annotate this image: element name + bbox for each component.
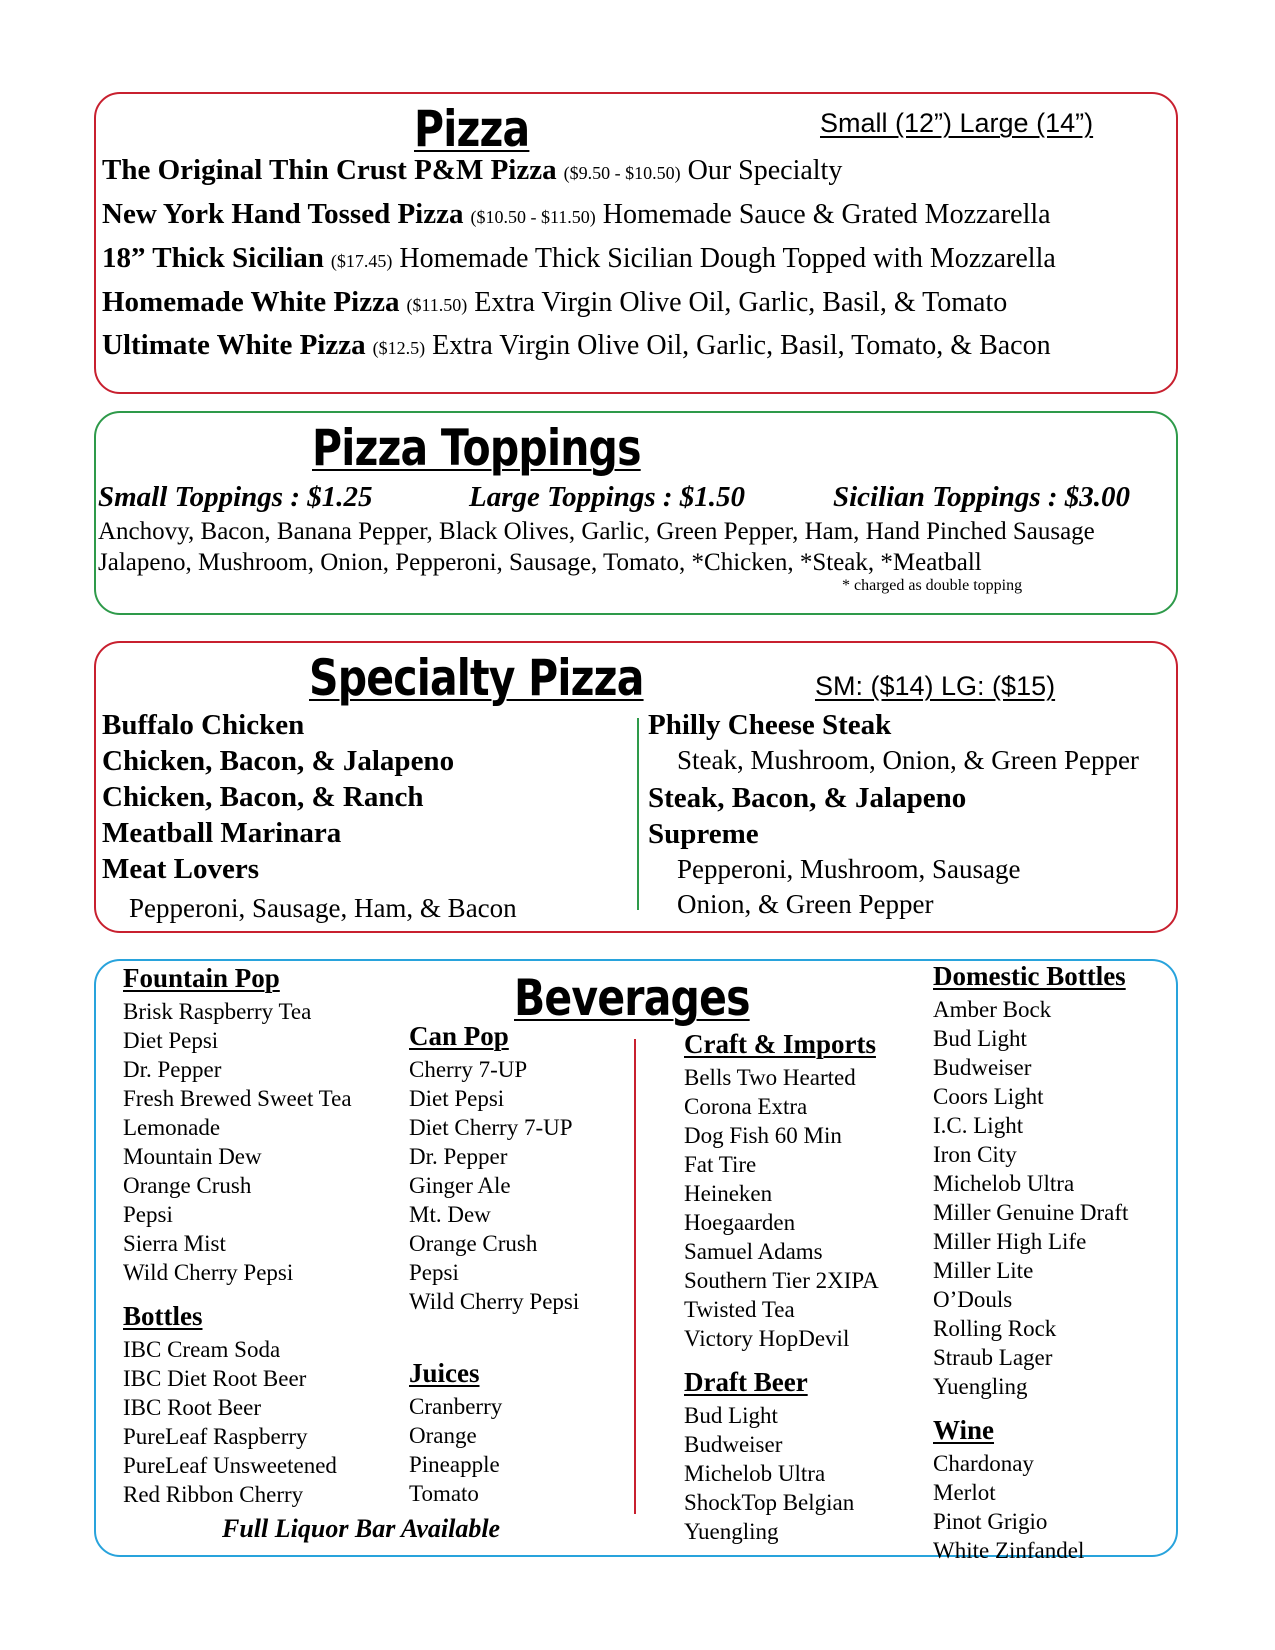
beverage-group-heading: Juices (409, 1358, 480, 1388)
beverage-item: Bud Light (933, 1026, 1027, 1051)
pizza-item (102, 331, 1051, 360)
beverage-item: IBC Root Beer (123, 1395, 261, 1420)
beverage-item: Ginger Ale (409, 1173, 511, 1198)
toppings-list-line-1: Anchovy, Bacon, Banana Pepper, Black Olives, Garlic, Green Pepper, Ham, Hand Pinched Sausage (98, 518, 1095, 545)
beverage-item: Samuel Adams (684, 1239, 823, 1264)
pizza-size-header: Small (12”) Large (14”) (820, 108, 1094, 138)
pizza-item-name: The Original Thin Crust P&M Pizza (102, 154, 557, 186)
beverage-item: Dog Fish 60 Min (684, 1123, 842, 1148)
beverage-item: PureLeaf Unsweetened (123, 1453, 337, 1478)
beverage-item: Hoegaarden (684, 1210, 796, 1235)
beverage-item: Diet Pepsi (123, 1028, 219, 1053)
beverage-column-2 (409, 1023, 579, 1508)
beverage-item: Wild Cherry Pepsi (409, 1289, 580, 1314)
pizza-item-price: ($9.50 - $10.50) (563, 163, 681, 183)
philly-cheese-steak: Philly Cheese Steak (648, 709, 892, 741)
pizza-item-name: New York Hand Tossed Pizza (102, 198, 464, 230)
beverage-item: Southern Tier 2XIPA (684, 1268, 879, 1293)
beverage-group-heading: Domestic Bottles (933, 961, 1126, 991)
beverage-column-4 (933, 963, 1128, 1565)
specialty-item: Buffalo Chicken (102, 709, 305, 741)
toppings-section (94, 411, 1178, 615)
pizza-section (94, 92, 1178, 394)
beverage-item: IBC Diet Root Beer (123, 1366, 307, 1391)
beverage-item: Pineapple (409, 1452, 500, 1477)
supreme-desc-2: Onion, & Green Pepper (677, 889, 934, 919)
pizza-item (102, 288, 1007, 317)
beverage-item: White Zinfandel (933, 1538, 1085, 1563)
pizza-title: Pizza (414, 100, 530, 158)
pizza-item (102, 156, 842, 185)
pizza-item-name: Ultimate White Pizza (102, 329, 366, 361)
specialty-divider (637, 718, 639, 910)
beverage-item: Wild Cherry Pepsi (123, 1260, 294, 1285)
beverage-item: Victory HopDevil (684, 1326, 850, 1351)
specialty-item: Chicken, Bacon, & Ranch (102, 781, 424, 813)
beverage-item: Pepsi (123, 1202, 173, 1227)
beverage-item: Orange (409, 1423, 477, 1448)
beverage-item: Pinot Grigio (933, 1509, 1048, 1534)
beverage-item: Iron City (933, 1142, 1017, 1167)
beverage-item: Straub Lager (933, 1345, 1053, 1370)
specialty-section (94, 641, 1178, 933)
pizza-item-name: 18” Thick Sicilian (102, 242, 324, 274)
specialty-title: Specialty Pizza (309, 649, 644, 707)
beverage-item: Yuengling (684, 1519, 779, 1544)
specialty-item: Meat Lovers (102, 853, 260, 885)
beverage-divider (634, 1039, 636, 1514)
pizza-item-desc: Extra Virgin Olive Oil, Garlic, Basil, & Tomato (474, 287, 1008, 318)
beverage-item: Dr. Pepper (409, 1144, 508, 1169)
sicilian-toppings-price: Sicilian Toppings : $3.00 (833, 481, 1131, 513)
beverage-item: Lemonade (123, 1115, 221, 1140)
beverage-item: O’Douls (933, 1287, 1013, 1312)
beverage-item: Bells Two Hearted (684, 1065, 856, 1090)
philly-desc: Steak, Mushroom, Onion, & Green Pepper (677, 745, 1139, 775)
beverage-item: Budweiser (933, 1055, 1032, 1080)
beverage-item: Michelob Ultra (933, 1171, 1075, 1196)
pizza-item-price: ($17.45) (330, 251, 393, 271)
beverages-section (94, 959, 1178, 1563)
beverage-item: Mt. Dew (409, 1202, 491, 1227)
beverage-group-heading: Draft Beer (684, 1367, 808, 1397)
beverage-item: Diet Pepsi (409, 1086, 505, 1111)
beverage-group-heading: Craft & Imports (684, 1029, 876, 1059)
beverage-item: Cranberry (409, 1394, 503, 1419)
beverage-item: Miller High Life (933, 1229, 1087, 1254)
pizza-item-price: ($11.50) (406, 295, 468, 315)
beverage-group-heading: Can Pop (409, 1021, 509, 1051)
pizza-item-desc: Our Specialty (687, 155, 843, 186)
beverage-item: Coors Light (933, 1084, 1044, 1109)
beverage-item: Sierra Mist (123, 1231, 226, 1256)
steak-bacon-jalapeno: Steak, Bacon, & Jalapeno (648, 782, 967, 814)
beverage-item: Diet Cherry 7-UP (409, 1115, 573, 1140)
beverage-item: IBC Cream Soda (123, 1337, 281, 1362)
beverage-group-heading: Fountain Pop (123, 963, 280, 993)
supreme-desc-1: Pepperoni, Mushroom, Sausage (677, 854, 1021, 884)
pizza-item-desc: Homemade Thick Sicilian Dough Topped with Mozzarella (399, 243, 1056, 274)
beverage-item: Twisted Tea (684, 1297, 795, 1322)
beverage-item: I.C. Light (933, 1113, 1024, 1138)
beverage-item: ShockTop Belgian (684, 1490, 855, 1515)
beverage-item: Rolling Rock (933, 1316, 1057, 1341)
pizza-item-desc: Extra Virgin Olive Oil, Garlic, Basil, Tomato, & Bacon (432, 330, 1051, 361)
beverage-item: Tomato (409, 1481, 479, 1506)
beverage-item: Amber Bock (933, 997, 1052, 1022)
beverage-item: Corona Extra (684, 1094, 808, 1119)
pizza-item (102, 200, 1051, 229)
full-liquor-bar-note: Full Liquor Bar Available (222, 1514, 501, 1543)
toppings-title: Pizza Toppings (312, 419, 641, 477)
beverage-column-1 (123, 965, 352, 1509)
beverage-item: Miller Lite (933, 1258, 1034, 1283)
specialty-item: Chicken, Bacon, & Jalapeno (102, 745, 455, 777)
beverage-item: Fat Tire (684, 1152, 757, 1177)
beverage-item: Miller Genuine Draft (933, 1200, 1129, 1225)
beverage-item: Brisk Raspberry Tea (123, 999, 312, 1024)
beverage-item: Pepsi (409, 1260, 459, 1285)
beverage-item: Fresh Brewed Sweet Tea (123, 1086, 352, 1111)
beverage-item: Orange Crush (409, 1231, 538, 1256)
beverage-column-3 (684, 1031, 879, 1546)
large-toppings-price: Large Toppings : $1.50 (469, 481, 746, 513)
beverage-group-heading: Bottles (123, 1301, 203, 1331)
meat-lovers-desc: Pepperoni, Sausage, Ham, & Bacon (129, 893, 517, 923)
beverage-item: Mountain Dew (123, 1144, 262, 1169)
beverage-item: Budweiser (684, 1432, 783, 1457)
beverage-item: Red Ribbon Cherry (123, 1482, 304, 1507)
beverage-item: Dr. Pepper (123, 1057, 222, 1082)
specialty-item: Meatball Marinara (102, 817, 342, 849)
pizza-item-desc: Homemade Sauce & Grated Mozzarella (602, 199, 1051, 230)
pizza-item (102, 244, 1056, 273)
specialty-size-header: SM: ($14) LG: ($15) (815, 671, 1056, 701)
beverages-title: Beverages (514, 969, 750, 1027)
beverage-group-heading: Wine (933, 1415, 995, 1445)
beverage-item: Cherry 7-UP (409, 1057, 528, 1082)
small-toppings-price: Small Toppings : $1.25 (98, 481, 373, 513)
pizza-item-name: Homemade White Pizza (102, 286, 400, 318)
beverage-item: Heineken (684, 1181, 773, 1206)
beverage-item: Merlot (933, 1480, 996, 1505)
beverage-item: Chardonay (933, 1451, 1034, 1476)
beverage-item: Michelob Ultra (684, 1461, 826, 1486)
pizza-item-price: ($10.50 - $11.50) (470, 207, 596, 227)
toppings-list-line-2: Jalapeno, Mushroom, Onion, Pepperoni, Sausage, Tomato, *Chicken, *Steak, *Meatball (98, 549, 982, 576)
double-topping-note: * charged as double topping (842, 577, 1023, 594)
beverage-item: Orange Crush (123, 1173, 252, 1198)
group-spacer (409, 1316, 579, 1360)
beverage-item: PureLeaf Raspberry (123, 1424, 308, 1449)
beverage-item: Bud Light (684, 1403, 778, 1428)
beverage-item: Yuengling (933, 1374, 1028, 1399)
pizza-item-price: ($12.5) (372, 338, 426, 358)
supreme: Supreme (648, 818, 759, 850)
